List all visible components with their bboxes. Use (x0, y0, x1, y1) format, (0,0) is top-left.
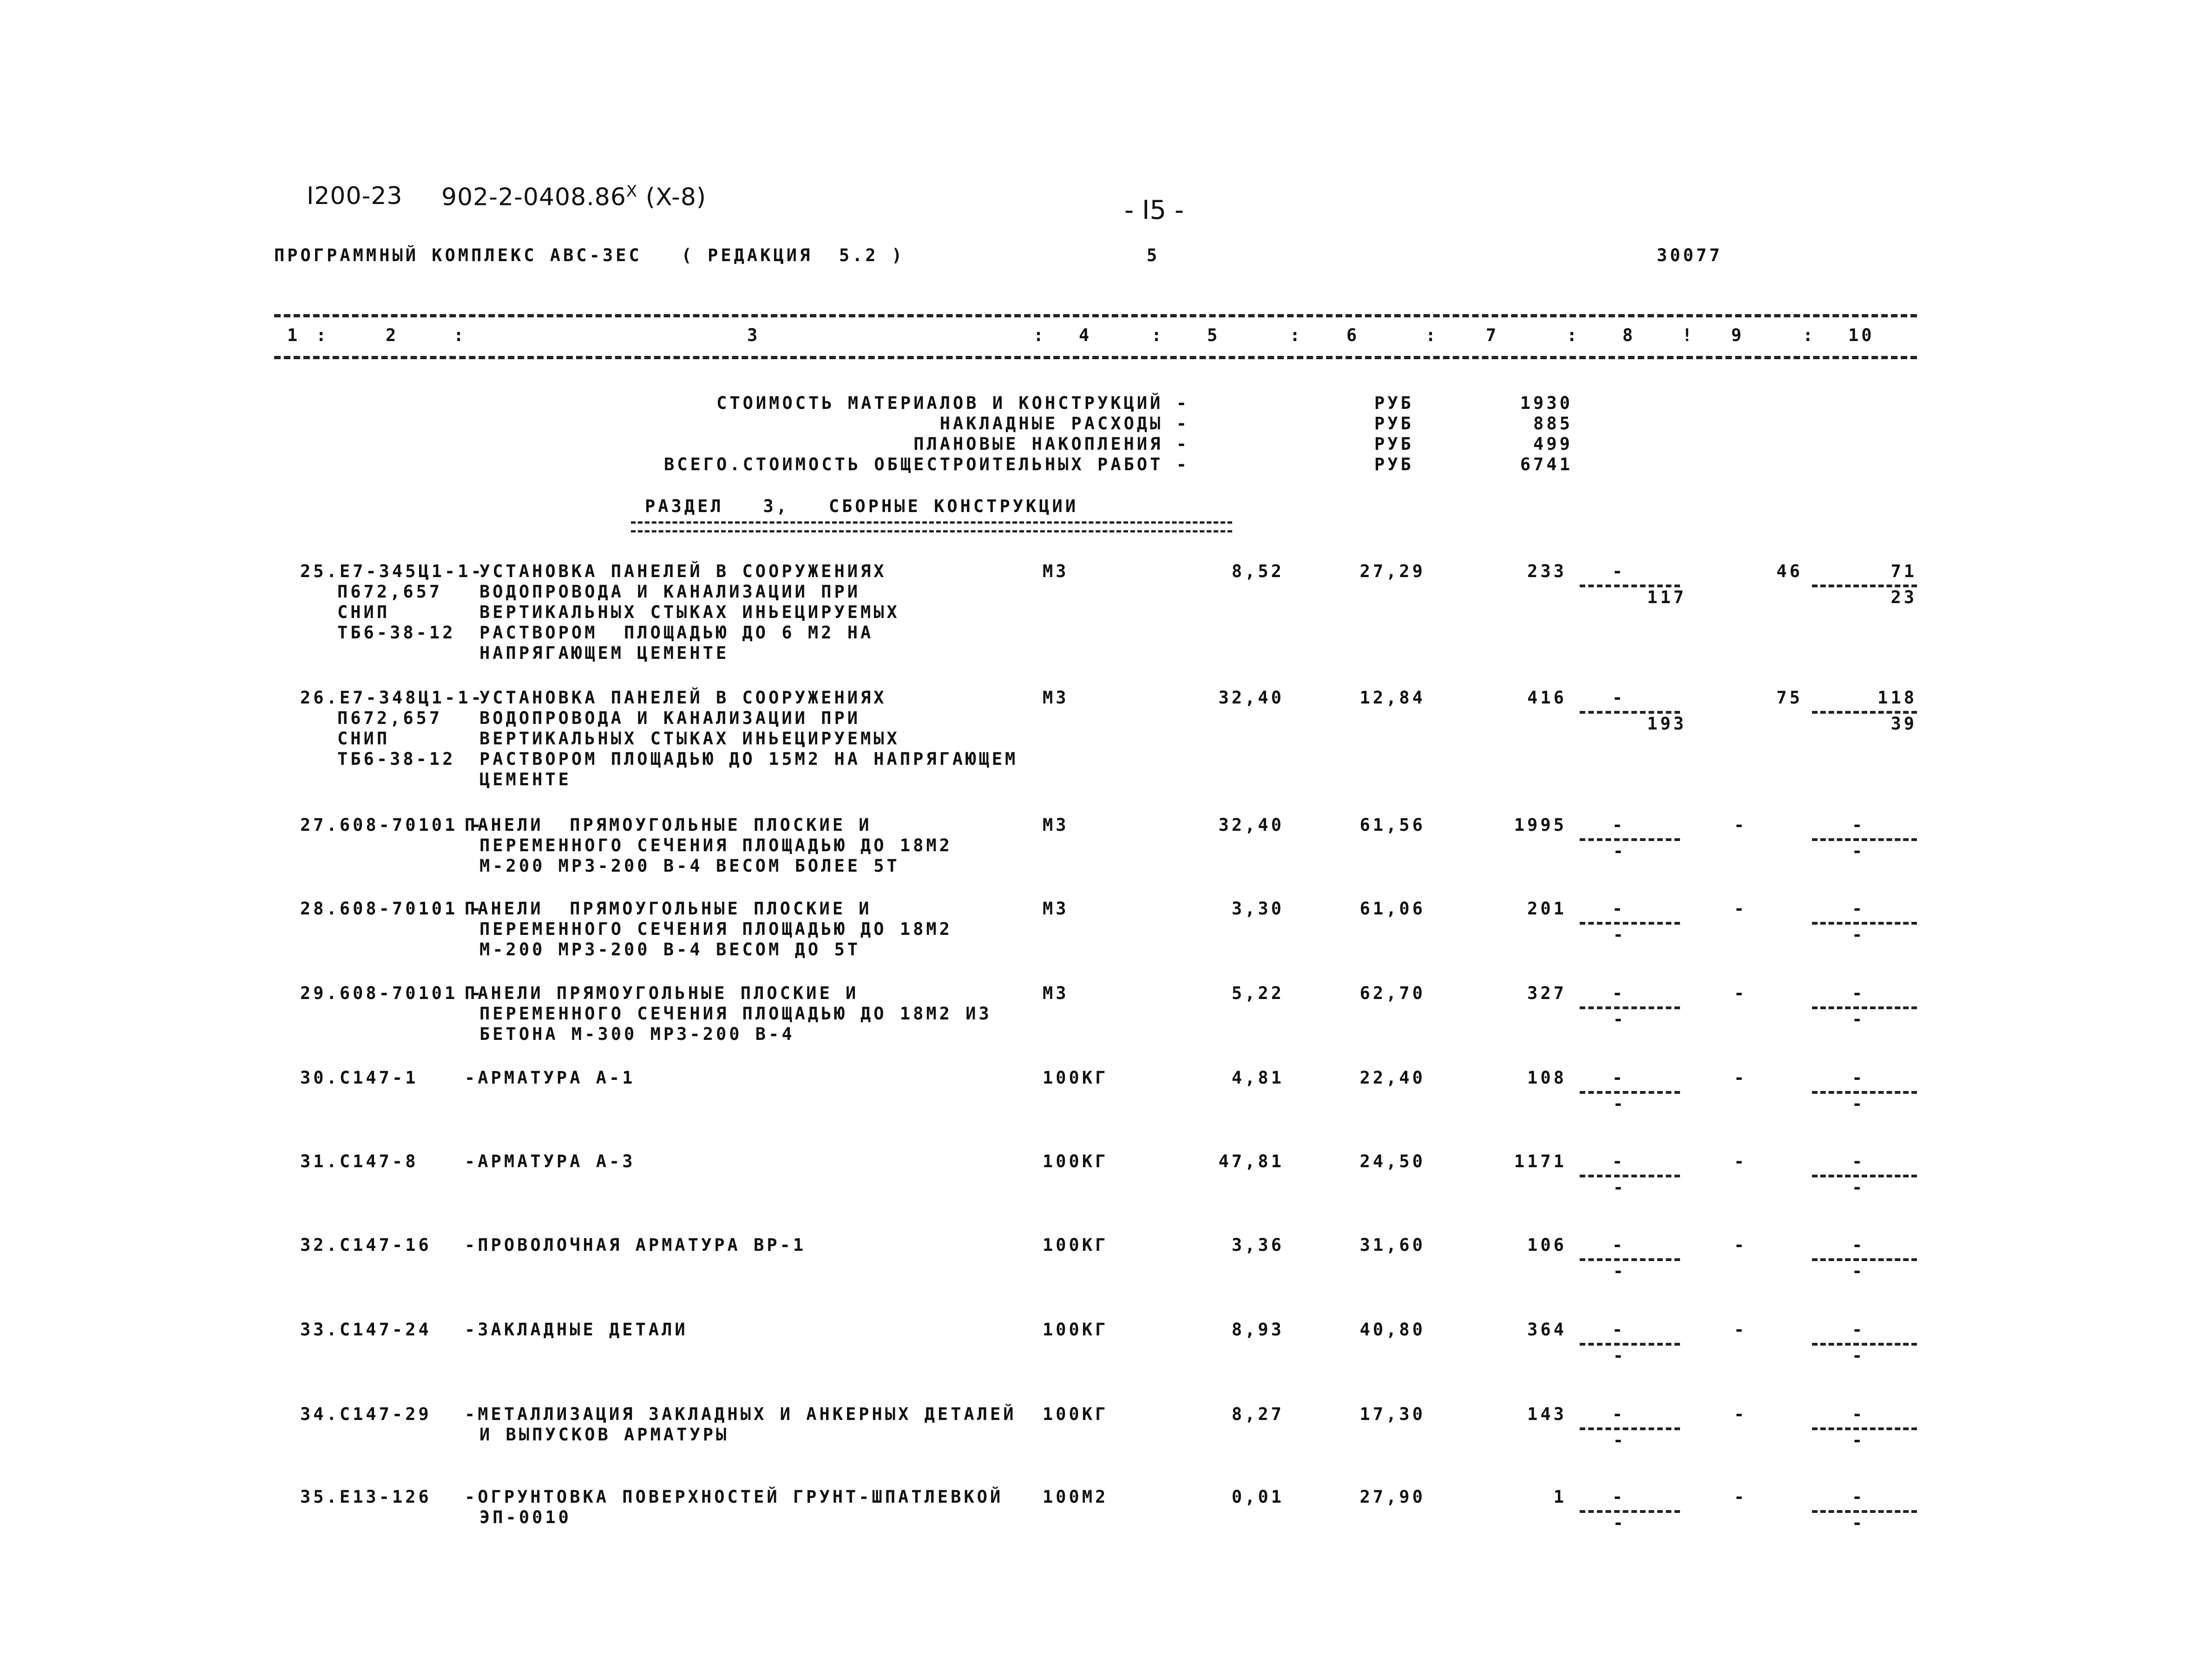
row-col10-bottom: - (1852, 1261, 1865, 1281)
row-col8-bottom: - (1613, 1094, 1626, 1114)
row-quantity: 3,36 (1231, 1235, 1284, 1255)
row-description-line: -МЕТАЛЛИЗАЦИЯ ЗАКЛАДНЫХ И АНКЕРНЫХ ДЕТАЛЕЙ (465, 1404, 1017, 1424)
row-description-line: -ОГРУНТОВКА ПОВЕРХНОСТЕЙ ГРУНТ-ШПАТЛЕВКОЙ (465, 1487, 1004, 1507)
summary-label: НАКЛАДНЫЕ РАСХОДЫ - (939, 414, 1189, 434)
header-top-rule (274, 314, 1917, 317)
column-header-3: 3 (747, 325, 761, 345)
project-code-suffix: (X-8) (637, 183, 707, 211)
row-col8-top: - (1612, 561, 1626, 581)
row-col8-divider (1580, 1343, 1680, 1346)
row-col9: 75 (1776, 688, 1803, 708)
row-unit: М3 (1043, 983, 1069, 1003)
row-unit: М3 (1043, 561, 1069, 581)
summary-value: 1930 (1520, 393, 1573, 413)
row-reference: П672,657 (337, 582, 443, 602)
row-col10-bottom: - (1852, 1513, 1865, 1533)
row-col10-top: - (1852, 899, 1865, 919)
row-col8-top: - (1612, 815, 1626, 835)
row-col8-divider (1580, 1427, 1680, 1430)
row-code: 31.С147-8 (300, 1151, 419, 1171)
row-unit-price: 27,29 (1359, 561, 1425, 581)
column-separator: : (1151, 325, 1165, 345)
column-header-1: 1 (287, 325, 301, 345)
column-separator: : (453, 325, 467, 345)
row-code: 33.С147-24 (300, 1320, 432, 1340)
row-col8-divider (1580, 1091, 1680, 1094)
row-col8-top: - (1612, 983, 1626, 1003)
row-total: 416 (1527, 688, 1567, 708)
row-reference: СНИП (337, 729, 390, 749)
row-description-line: РАСТВОРОМ ПЛОЩАДЬЮ ДО 15М2 НА НАПРЯГАЮЩЕМ (479, 749, 1018, 769)
row-description-line: ПЕРЕМЕННОГО СЕЧЕНИЯ ПЛОЩАДЬЮ ДО 18М2 ИЗ (479, 1004, 992, 1024)
row-unit-price: 61,56 (1359, 815, 1425, 835)
row-col9: - (1734, 815, 1747, 835)
row-unit: М3 (1043, 899, 1069, 919)
row-unit: 100КГ (1043, 1320, 1109, 1340)
row-col10-top: - (1852, 815, 1865, 835)
summary-unit: РУБ (1374, 434, 1414, 454)
row-quantity: 0,01 (1231, 1487, 1284, 1507)
row-col8-top: - (1612, 899, 1626, 919)
column-header-2: 2 (386, 325, 399, 345)
row-total: 233 (1527, 561, 1567, 581)
row-total: 108 (1527, 1068, 1567, 1088)
row-description-line: -ЗАКЛАДНЫЕ ДЕТАЛИ (465, 1320, 688, 1340)
row-col10-bottom: - (1852, 1094, 1865, 1114)
row-total: 201 (1527, 899, 1567, 919)
row-code: 26.Е7-348Ц1-1- (300, 688, 484, 708)
row-description-line: ПАНЕЛИ ПРЯМОУГОЛЬНЫЕ ПЛОСКИЕ И (465, 815, 872, 835)
row-unit: М3 (1043, 688, 1069, 708)
row-code: 30.С147-1 (300, 1068, 419, 1088)
row-code: 32.С147-16 (300, 1235, 432, 1255)
row-quantity: 8,27 (1231, 1404, 1284, 1424)
row-col8-bottom: - (1613, 1346, 1626, 1366)
row-col10-bottom: - (1852, 1009, 1865, 1029)
row-col8-divider (1580, 922, 1680, 925)
row-quantity: 47,81 (1218, 1151, 1284, 1171)
row-quantity: 32,40 (1218, 815, 1284, 835)
row-description-line: ПЕРЕМЕННОГО СЕЧЕНИЯ ПЛОЩАДЬЮ ДО 18М2 (479, 919, 952, 939)
row-col10-bottom: - (1852, 1430, 1865, 1450)
row-col9: - (1734, 1487, 1747, 1507)
row-col8-top: - (1612, 1320, 1626, 1340)
row-description-line: ПАНЕЛИ ПРЯМОУГОЛЬНЫЕ ПЛОСКИЕ И (465, 899, 872, 919)
row-col10-top: - (1852, 1487, 1865, 1507)
row-col8-divider (1580, 838, 1680, 841)
row-col8-divider (1580, 1175, 1680, 1177)
row-col10-bottom: 39 (1890, 714, 1917, 734)
header-bottom-rule (274, 356, 1917, 359)
row-code: 28.608-70101 - (300, 899, 484, 919)
row-reference: ТБ6-38-12 (337, 749, 456, 769)
row-col10-bottom: 23 (1890, 587, 1917, 607)
row-col8-divider (1580, 1258, 1680, 1261)
row-unit: 100КГ (1043, 1151, 1109, 1171)
row-quantity: 4,81 (1231, 1068, 1284, 1088)
row-quantity: 32,40 (1218, 688, 1284, 708)
row-code: 25.Е7-345Ц1-1- (300, 561, 484, 581)
row-col8-bottom: - (1613, 1009, 1626, 1029)
row-reference: П672,657 (337, 708, 443, 728)
row-col9: - (1734, 1235, 1747, 1255)
row-col8-top: - (1612, 1404, 1626, 1424)
row-col8-bottom: - (1613, 1430, 1626, 1450)
row-col10-top: - (1852, 1068, 1865, 1088)
row-code: 27.608-70101 - (300, 815, 484, 835)
row-quantity: 8,52 (1231, 561, 1284, 581)
summary-value: 885 (1533, 414, 1573, 434)
row-col10-top: - (1852, 983, 1865, 1003)
row-col8-bottom: 193 (1647, 714, 1687, 734)
summary-value: 499 (1533, 434, 1573, 454)
row-code: 35.Е13-126 (300, 1487, 432, 1507)
row-description-line: НАПРЯГАЮЩЕМ ЦЕМЕНТЕ (479, 643, 729, 663)
row-total: 1995 (1514, 815, 1567, 835)
row-description-line: ВЕРТИКАЛЬНЫХ СТЫКАХ ИНЬЕЦИРУЕМЫХ (479, 602, 900, 622)
column-separator: : (1290, 325, 1303, 345)
row-col8-bottom: - (1613, 1177, 1626, 1197)
row-unit: М3 (1043, 815, 1069, 835)
row-col8-divider (1580, 1510, 1680, 1513)
row-unit-price: 17,30 (1359, 1404, 1425, 1424)
project-code-sup: X (626, 182, 638, 201)
row-col9: - (1734, 899, 1747, 919)
row-unit-price: 31,60 (1359, 1235, 1425, 1255)
column-separator: : (1567, 325, 1580, 345)
row-quantity: 5,22 (1231, 983, 1284, 1003)
row-col8-top: - (1612, 1068, 1626, 1088)
row-description-line: -АРМАТУРА А-3 (465, 1151, 636, 1171)
column-header-10: 10 (1848, 325, 1875, 345)
row-col8-top: - (1612, 1235, 1626, 1255)
row-unit-price: 22,40 (1359, 1068, 1425, 1088)
summary-unit: РУБ (1374, 393, 1414, 413)
row-col10-top: - (1852, 1320, 1865, 1340)
column-header-9: 9 (1731, 325, 1745, 345)
row-description-line: -АРМАТУРА А-1 (465, 1068, 636, 1088)
project-code-main: 902-2-0408.86 (441, 183, 626, 211)
row-col10-bottom: - (1852, 1177, 1865, 1197)
row-quantity: 3,30 (1231, 899, 1284, 919)
row-col9: 46 (1776, 561, 1803, 581)
row-col10-top: 71 (1890, 561, 1917, 581)
row-description-line: ВЕРТИКАЛЬНЫХ СТЫКАХ ИНЬЕЦИРУЕМЫХ (479, 729, 900, 749)
row-col9: - (1734, 983, 1747, 1003)
row-col8-divider (1580, 1006, 1680, 1009)
row-code: 29.608-70101 - (300, 983, 484, 1003)
row-reference: ТБ6-38-12 (337, 623, 456, 643)
doc-number: 30077 (1657, 245, 1723, 265)
column-separator: : (1803, 325, 1816, 345)
row-total: 143 (1527, 1404, 1567, 1424)
section-title: РАЗДЕЛ 3, СБОРНЫЕ КОНСТРУКЦИИ (645, 496, 1079, 516)
row-col10-bottom: - (1852, 925, 1865, 945)
row-description-line: М-200 МРЗ-200 В-4 ВЕСОМ БОЛЕЕ 5Т (479, 856, 900, 876)
row-unit-price: 62,70 (1359, 983, 1425, 1003)
row-total: 106 (1527, 1235, 1567, 1255)
column-header-row (274, 325, 1917, 348)
row-description-line: УСТАНОВКА ПАНЕЛЕЙ В СООРУЖЕНИЯХ (479, 688, 887, 708)
row-description-line: ВОДОПРОВОДА И КАНАЛИЗАЦИИ ПРИ (479, 582, 861, 602)
row-col10-bottom: - (1852, 1346, 1865, 1366)
column-separator: : (1425, 325, 1439, 345)
row-total: 364 (1527, 1320, 1567, 1340)
summary-unit: РУБ (1374, 454, 1414, 474)
row-reference: СНИП (337, 602, 390, 622)
project-code (441, 182, 706, 211)
row-description-line: ЭП-0010 (479, 1507, 571, 1527)
column-separator: ! (1682, 325, 1695, 345)
row-unit: 100КГ (1043, 1235, 1109, 1255)
column-header-7: 7 (1486, 325, 1499, 345)
row-col10-top: - (1852, 1151, 1865, 1171)
row-unit: 100КГ (1043, 1404, 1109, 1424)
column-header-5: 5 (1207, 325, 1221, 345)
page-marker: - I5 - (1124, 195, 1184, 225)
column-header-6: 6 (1346, 325, 1360, 345)
row-col9: - (1734, 1151, 1747, 1171)
row-description-line: ПЕРЕМЕННОГО СЕЧЕНИЯ ПЛОЩАДЬЮ ДО 18М2 (479, 835, 952, 855)
row-description-line: РАСТВОРОМ ПЛОЩАДЬЮ ДО 6 М2 НА (479, 623, 874, 643)
row-description-line: ЦЕМЕНТЕ (479, 769, 571, 789)
row-description-line: ПАНЕЛИ ПРЯМОУГОЛЬНЫЕ ПЛОСКИЕ И (465, 983, 859, 1003)
row-col9: - (1734, 1320, 1747, 1340)
row-col10-top: - (1852, 1235, 1865, 1255)
row-description-line: И ВЫПУСКОВ АРМАТУРЫ (479, 1425, 729, 1445)
row-description-line: ВОДОПРОВОДА И КАНАЛИЗАЦИИ ПРИ (479, 708, 861, 728)
row-description-line: М-200 МРЗ-200 В-4 ВЕСОМ ДО 5Т (479, 940, 861, 960)
row-col9: - (1734, 1404, 1747, 1424)
row-col8-bottom: - (1613, 841, 1626, 861)
row-unit-price: 61,06 (1359, 899, 1425, 919)
row-unit-price: 40,80 (1359, 1320, 1425, 1340)
row-description-line: -ПРОВОЛОЧНАЯ АРМАТУРА ВР-1 (465, 1235, 807, 1255)
row-description-line: УСТАНОВКА ПАНЕЛЕЙ В СООРУЖЕНИЯХ (479, 561, 887, 581)
column-header-4: 4 (1079, 325, 1092, 345)
row-unit-price: 24,50 (1359, 1151, 1425, 1171)
row-description-line: БЕТОНА М-300 МРЗ-200 В-4 (479, 1024, 795, 1044)
summary-label: СТОИМОСТЬ МАТЕРИАЛОВ И КОНСТРУКЦИЙ - (716, 393, 1189, 413)
row-col10-bottom: - (1852, 841, 1865, 861)
summary-label: ВСЕГО.СТОИМОСТЬ ОБЩЕСТРОИТЕЛЬНЫХ РАБОТ - (663, 454, 1189, 474)
row-total: 1 (1553, 1487, 1567, 1507)
section-underline (631, 521, 1232, 532)
sheet-col-no: 5 (1147, 245, 1160, 265)
row-total: 327 (1527, 983, 1567, 1003)
row-col8-top: - (1612, 688, 1626, 708)
row-col8-bottom: - (1613, 1261, 1626, 1281)
row-col8-bottom: - (1613, 1513, 1626, 1533)
row-unit-price: 12,84 (1359, 688, 1425, 708)
summary-unit: РУБ (1374, 414, 1414, 434)
row-col8-top: - (1612, 1487, 1626, 1507)
row-col8-bottom: 117 (1647, 587, 1687, 607)
row-unit: 100КГ (1043, 1068, 1109, 1088)
row-code: 34.С147-29 (300, 1404, 432, 1424)
program-line: ПРОГРАММНЫЙ КОМПЛЕКС АВС-ЗЕС ( РЕДАКЦИЯ 5.2 ) (274, 245, 905, 265)
row-unit: 100М2 (1043, 1487, 1109, 1507)
column-separator: : (316, 325, 329, 345)
row-col10-top: - (1852, 1404, 1865, 1424)
row-col8-bottom: - (1613, 925, 1626, 945)
summary-value: 6741 (1520, 454, 1573, 474)
row-col8-top: - (1612, 1151, 1626, 1171)
row-quantity: 8,93 (1231, 1320, 1284, 1340)
summary-label: ПЛАНОВЫЕ НАКОПЛЕНИЯ - (913, 434, 1189, 454)
column-separator: : (1033, 325, 1047, 345)
row-total: 1171 (1514, 1151, 1567, 1171)
row-col10-top: 118 (1877, 688, 1917, 708)
row-unit-price: 27,90 (1359, 1487, 1425, 1507)
doc-code: I200-23 (307, 182, 403, 210)
row-col9: - (1734, 1068, 1747, 1088)
column-header-8: 8 (1622, 325, 1636, 345)
